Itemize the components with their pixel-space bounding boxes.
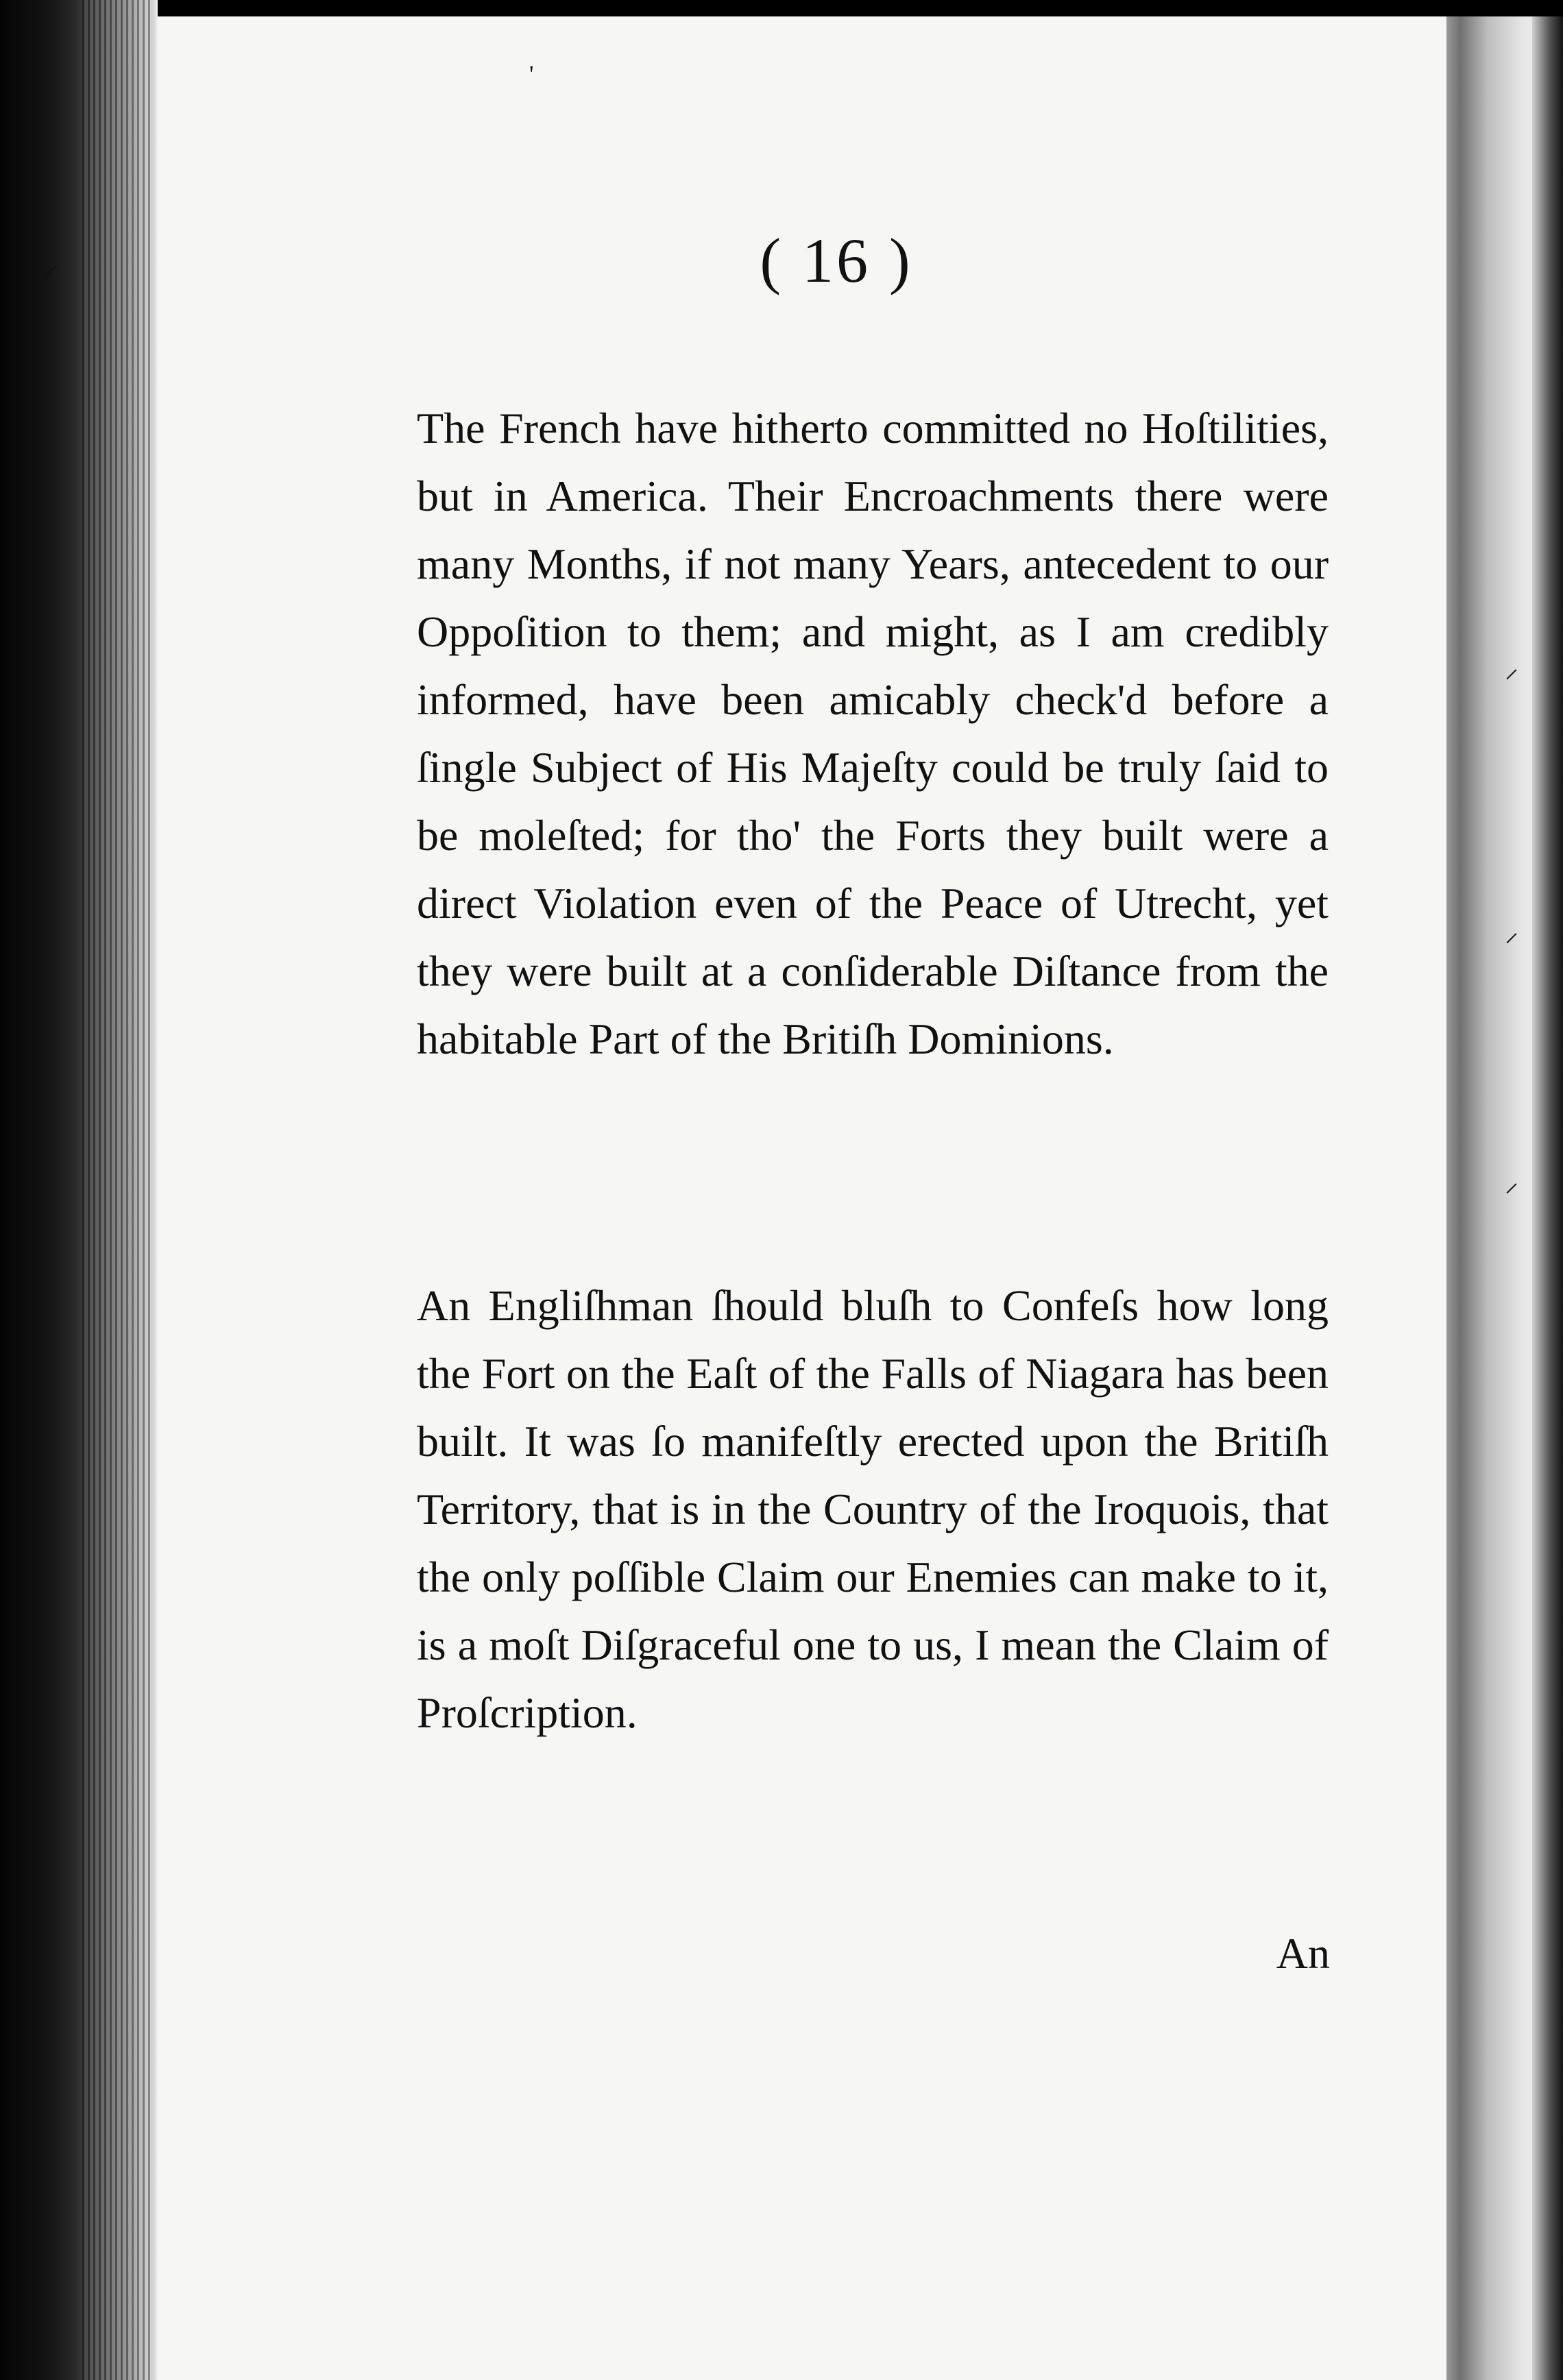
paragraph-1	[417, 394, 1329, 1073]
page-number-header: ( 16 )	[760, 226, 913, 295]
catchword: An	[1276, 1929, 1330, 1978]
book-page	[158, 16, 1446, 2380]
scan-speck-mark: ⸝	[1505, 1167, 1518, 1198]
right-scan-border	[1532, 16, 1563, 2380]
paragraph-text: The French have hitherto committed no Hoſtilities, but in America. Their Encroachments there were many Months, if not many Years, antecedent to our Oppoſition to them; and might, as I am credibly informed, have been amicably check'd before a ſingle Subject of His Majeſty could be truly ſaid to be moleſted; for tho' the Forts they built were a direct Violation even of the Peace of Utrecht, yet they were built at a conſiderable Diſtance from the habitable Part of the Britiſh Dominions.	[417, 404, 1329, 1063]
scan-speck-mark: '	[529, 60, 534, 88]
scan-top-border	[0, 0, 1563, 16]
paragraph-2	[417, 1272, 1329, 1747]
paragraph-text: An Engliſhman ſhould bluſh to Confeſs how long the Fort on the Eaſt of the Falls of Niagara has been built. It was ſo manifeſtly erected upon the Britiſh Territory, that is in the Country of the Iroquois, that the only poſſible Claim our Enemies can make to it, is a moſt Diſgraceful one to us, I mean the Claim of Proſcription.	[417, 1281, 1329, 1737]
page-edges-stack	[82, 0, 151, 2380]
scan-speck-mark: ⸝	[1505, 916, 1518, 947]
scan-speck-mark: ⸝	[1505, 653, 1518, 683]
scan-speck-mark: ⸍	[41, 258, 60, 300]
